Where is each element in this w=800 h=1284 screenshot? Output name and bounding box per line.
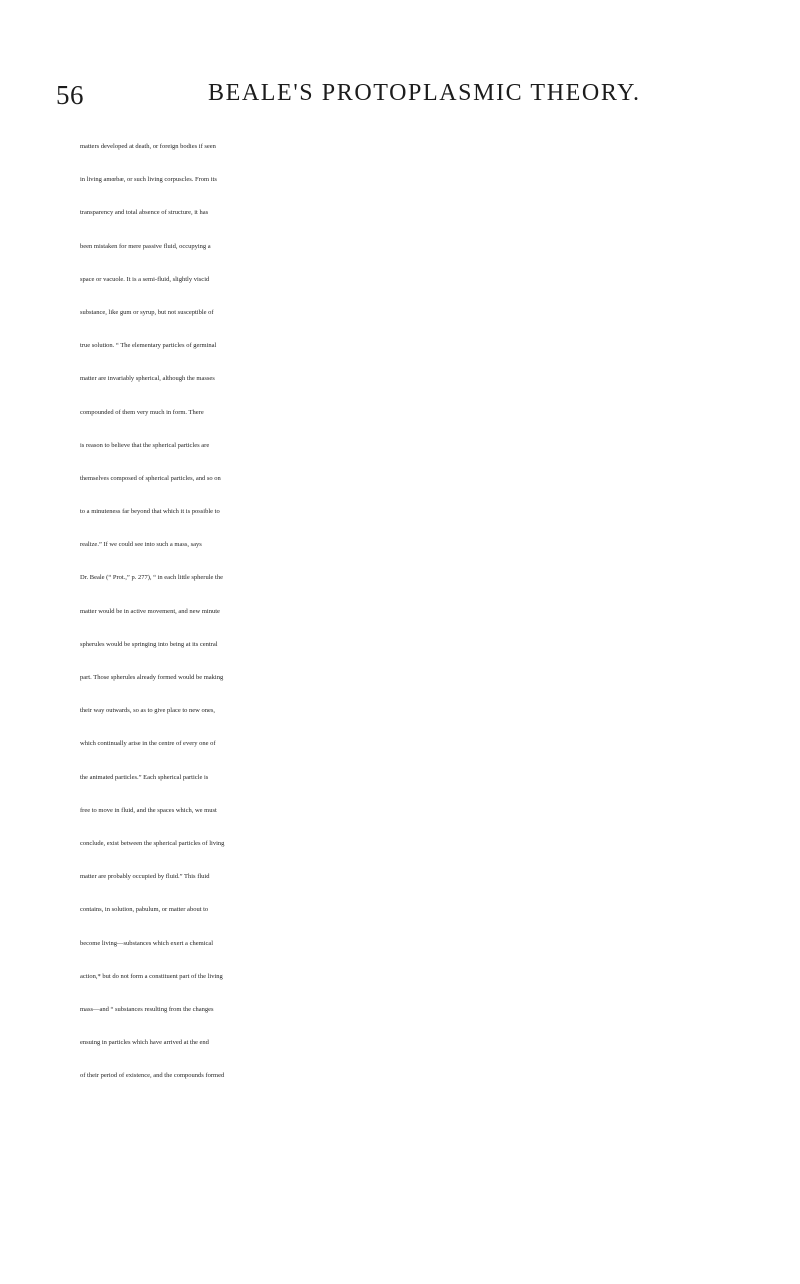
text-line: matters developed at death, or foreign bodies if seen (80, 143, 216, 150)
text-line: contains, in solution, pabulum, or matter about to (80, 906, 209, 914)
text-line: compounded of them very much in form. There (80, 408, 204, 416)
text-line: substance, like gum or syrup, but not susceptible of (80, 308, 214, 316)
text-line: matter are probably occupied by fluid.” This fluid (80, 873, 210, 881)
text-line: conclude, exist between the spherical particles of living (80, 839, 225, 847)
text-line: been mistaken for mere passive fluid, occupying a (80, 242, 211, 250)
running-title: BEALE'S PROTOPLASMIC THEORY. (208, 80, 641, 106)
text-line: themselves composed of spherical particles, and so on (80, 474, 221, 482)
text-line: space or vacuole. It is a semi-fluid, slightly viscid (80, 275, 210, 283)
text-line: is reason to believe that the spherical particles are (80, 441, 210, 449)
text-line: Dr. Beale (“ Prot.,” p. 277), “ in each little spherule the (80, 574, 223, 582)
footnote-line (80, 1260, 800, 1284)
running-head (56, 80, 780, 114)
footnote-line (80, 1212, 800, 1236)
text-line: mass—and “ substances resulting from the changes (80, 1005, 214, 1013)
footnote (80, 1212, 800, 1284)
text-line: true solution. “ The elementary particles of germinal (80, 342, 217, 350)
text-line: matter are invariably spherical, although the masses (80, 375, 215, 383)
text-line: ensuing in particles which have arrived at the end (80, 1039, 209, 1047)
text-line: action,* but do not form a constituent part of the living (80, 972, 223, 980)
body-text (80, 130, 800, 1092)
text-line: spherules would be springing into being at its central (80, 640, 218, 648)
text-line: transparency and total absence of structure, it has (80, 209, 209, 217)
text-line: which continually arise in the centre of every one of (80, 740, 216, 748)
text-line: in living amœbæ, or such living corpuscles. From its (80, 176, 217, 184)
page-number: 56 (56, 80, 84, 110)
text-line: free to move in fluid, and the spaces which, we must (80, 806, 217, 814)
text-line: their way outwards, so as to give place to new ones, (80, 707, 216, 715)
text-line: to a minuteness far beyond that which it is possible to (80, 508, 220, 516)
text-line: of their period of existence, and the compounds formed (80, 1072, 225, 1080)
footnote-line (80, 1236, 800, 1260)
text-line: realize.” If we could see into such a mass, says (80, 541, 202, 549)
text-line: matter would be in active movement, and new minute (80, 607, 220, 615)
text-line: part. Those spherules already formed would be making (80, 674, 224, 681)
text-line: the animated particles.” Each spherical particle is (80, 773, 209, 781)
text-line: become living—substances which exert a chemical (80, 939, 214, 947)
